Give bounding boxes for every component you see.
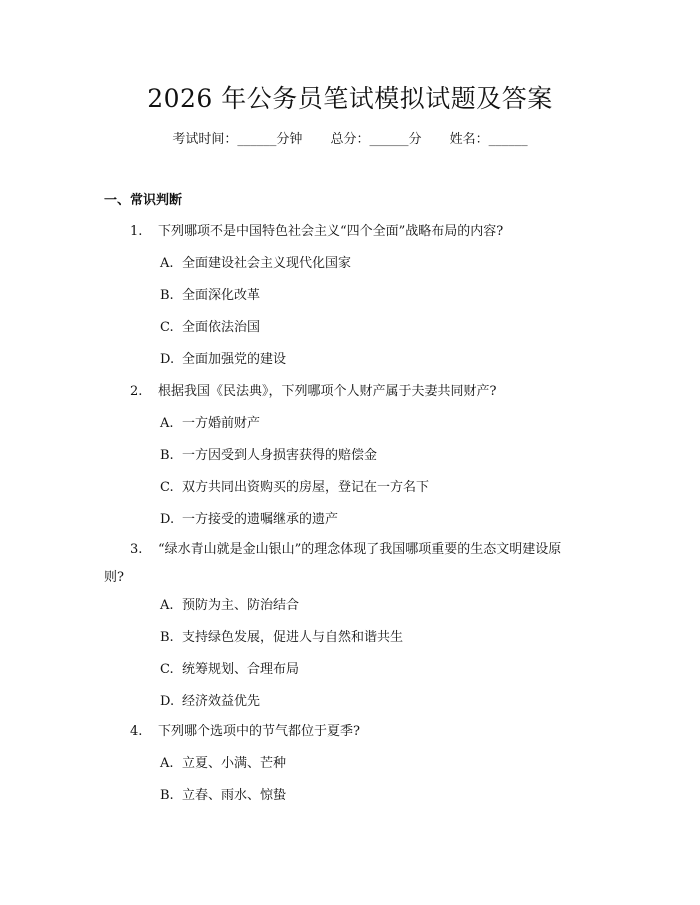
question-number: 4.: [130, 724, 143, 739]
option-text: 统筹规划、合理布局: [182, 662, 300, 677]
question-4-option-b: [160, 786, 286, 806]
option-letter: A.: [160, 256, 174, 271]
question-text: 根据我国《民法典》，下列哪项个人财产属于夫妻共同财产?: [158, 384, 497, 399]
question-3: [104, 536, 564, 592]
exam-info-line: [0, 130, 700, 150]
total-score-field: 总分：______分: [330, 132, 422, 147]
question-4: [130, 722, 360, 742]
option-text: 全面加强党的建设: [182, 352, 287, 367]
option-text: 支持绿色发展，促进人与自然和谐共生: [182, 630, 404, 645]
question-1-option-c: [160, 318, 260, 338]
question-2-option-a: [160, 414, 260, 434]
question-text: “绿水青山就是金山银山”的理念体现了我国哪项重要的生态文明建设原则?: [104, 542, 562, 585]
option-letter: A.: [160, 598, 174, 613]
question-number: 3.: [130, 542, 143, 557]
name-field: 姓名：______: [449, 132, 528, 147]
question-number: 2.: [130, 384, 143, 399]
question-1-option-b: [160, 286, 260, 306]
option-letter: D.: [160, 352, 175, 367]
question-1-option-d: [160, 350, 286, 370]
question-1-option-a: [160, 254, 351, 274]
option-letter: D.: [160, 512, 175, 527]
option-text: 双方共同出资购买的房屋，登记在一方名下: [182, 480, 430, 495]
option-letter: A.: [160, 756, 174, 771]
question-2: [130, 382, 496, 402]
question-2-option-d: [160, 510, 338, 530]
option-text: 立夏、小满、芒种: [182, 756, 287, 771]
question-text: 下列哪项不是中国特色社会主义“四个全面”战略布局的内容?: [158, 224, 504, 239]
option-text: 一方因受到人身损害获得的赔偿金: [182, 448, 378, 463]
option-letter: B.: [160, 788, 174, 803]
question-3-option-d: [160, 692, 260, 712]
exam-time-field: 考试时间：______分钟: [172, 132, 303, 147]
option-letter: C.: [160, 662, 174, 677]
question-1: [130, 222, 503, 242]
option-text: 经济效益优先: [182, 694, 261, 709]
option-letter: B.: [160, 448, 174, 463]
document-title: 2026 年公务员笔试模拟试题及答案: [147, 84, 553, 113]
option-letter: B.: [160, 630, 174, 645]
option-letter: C.: [160, 480, 174, 495]
section-heading: 一、常识判断: [104, 193, 183, 208]
question-text: 下列哪个选项中的节气都位于夏季?: [158, 724, 360, 739]
option-text: 全面深化改革: [182, 288, 261, 303]
option-letter: D.: [160, 694, 175, 709]
question-4-option-a: [160, 754, 286, 774]
option-letter: C.: [160, 320, 174, 335]
question-3-option-c: [160, 660, 299, 680]
option-text: 全面建设社会主义现代化国家: [182, 256, 352, 271]
option-text: 立春、雨水、惊蛰: [182, 788, 287, 803]
option-letter: A.: [160, 416, 174, 431]
option-letter: B.: [160, 288, 174, 303]
question-2-option-b: [160, 446, 377, 466]
question-3-option-a: [160, 596, 299, 616]
option-text: 全面依法治国: [182, 320, 261, 335]
option-text: 一方婚前财产: [182, 416, 261, 431]
option-text: 预防为主、防治结合: [182, 598, 300, 613]
option-text: 一方接受的遗嘱继承的遗产: [182, 512, 339, 527]
question-3-option-b: [160, 628, 403, 648]
question-number: 1.: [130, 224, 143, 239]
question-2-option-c: [160, 478, 429, 498]
